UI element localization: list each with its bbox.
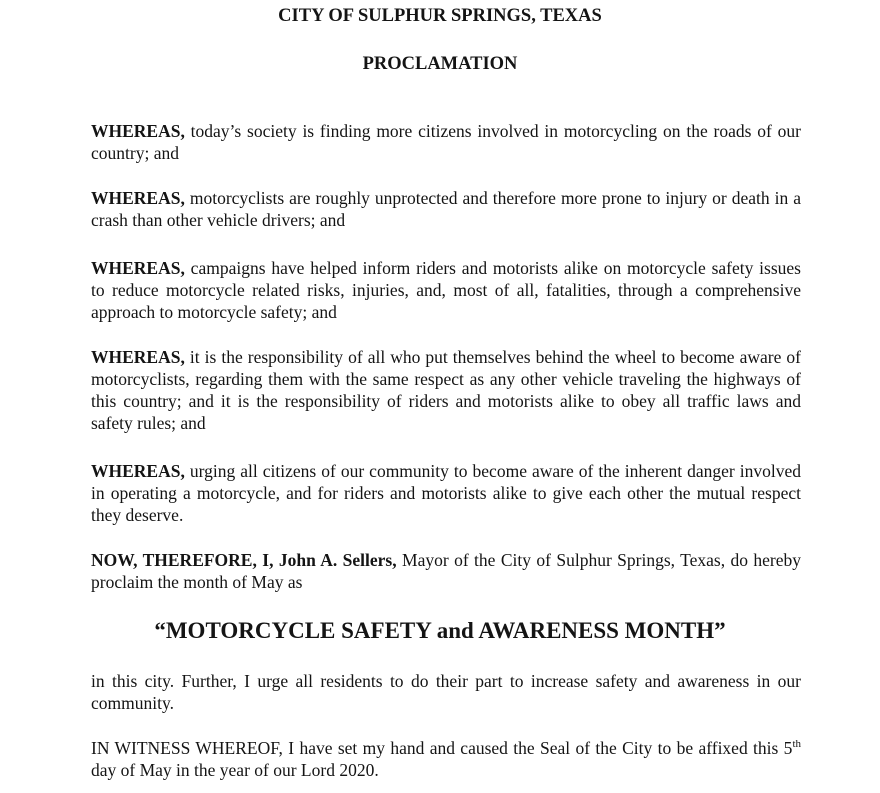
witness-text-after: day of May in the year of our Lord 2020.: [91, 760, 379, 780]
whereas-paragraph-5: [91, 460, 801, 526]
whereas-text: today’s society is finding more citizens involved in motorcycling on the roads of our country; and: [91, 121, 801, 163]
city-heading: CITY OF SULPHUR SPRINGS, TEXAS: [278, 6, 602, 26]
whereas-lead: WHEREAS,: [91, 461, 185, 481]
proclamation-heading: PROCLAMATION: [362, 54, 518, 74]
whereas-text: campaigns have helped inform riders and motorists alike on motorcycle safety issues to reduce motorcycle related risks, injuries, and, most of all, fatalities, through a comprehensive approach to motorcycle safety; and: [91, 258, 801, 322]
whereas-lead: WHEREAS,: [91, 347, 185, 367]
closing-paragraph: in this city. Further, I urge all residents to do their part to increase safety and awareness in our community.: [91, 671, 801, 713]
whereas-lead: WHEREAS,: [91, 258, 185, 278]
whereas-text: it is the responsibility of all who put themselves behind the wheel to become aware of motorcyclists, regarding them with the same respect as any other vehicle traveling the highways of this country; and it is the responsibility of riders and motorists alike to obey all traffic laws and safety rules; and: [91, 347, 801, 433]
therefore-lead: NOW, THEREFORE, I, John A. Sellers,: [91, 550, 397, 570]
whereas-paragraph-4: [91, 346, 801, 434]
witness-superscript: th: [792, 738, 801, 751]
therefore-paragraph: [91, 549, 801, 593]
whereas-lead: WHEREAS,: [91, 188, 185, 208]
whereas-text: motorcyclists are roughly unprotected and therefore more prone to injury or death in a crash than other vehicle drivers; and: [91, 188, 801, 230]
whereas-lead: WHEREAS,: [91, 121, 185, 141]
proclaimed-title: “MOTORCYCLE SAFETY and AWARENESS MONTH”: [154, 618, 726, 643]
whereas-paragraph-3: [91, 257, 801, 323]
therefore-text: Mayor of the City of Sulphur Springs, Texas, do hereby proclaim the month of May as: [91, 550, 801, 592]
whereas-paragraph-2: [91, 187, 801, 231]
witness-text-before: IN WITNESS WHEREOF, I have set my hand and caused the Seal of the City to be affixed this 5: [91, 738, 793, 758]
whereas-paragraph-1: [91, 120, 801, 164]
whereas-text: urging all citizens of our community to become aware of the inherent danger involved in operating a motorcycle, and for riders and motorists alike to give each other the mutual respect they deserve.: [91, 461, 801, 525]
witness-paragraph: [91, 737, 801, 781]
